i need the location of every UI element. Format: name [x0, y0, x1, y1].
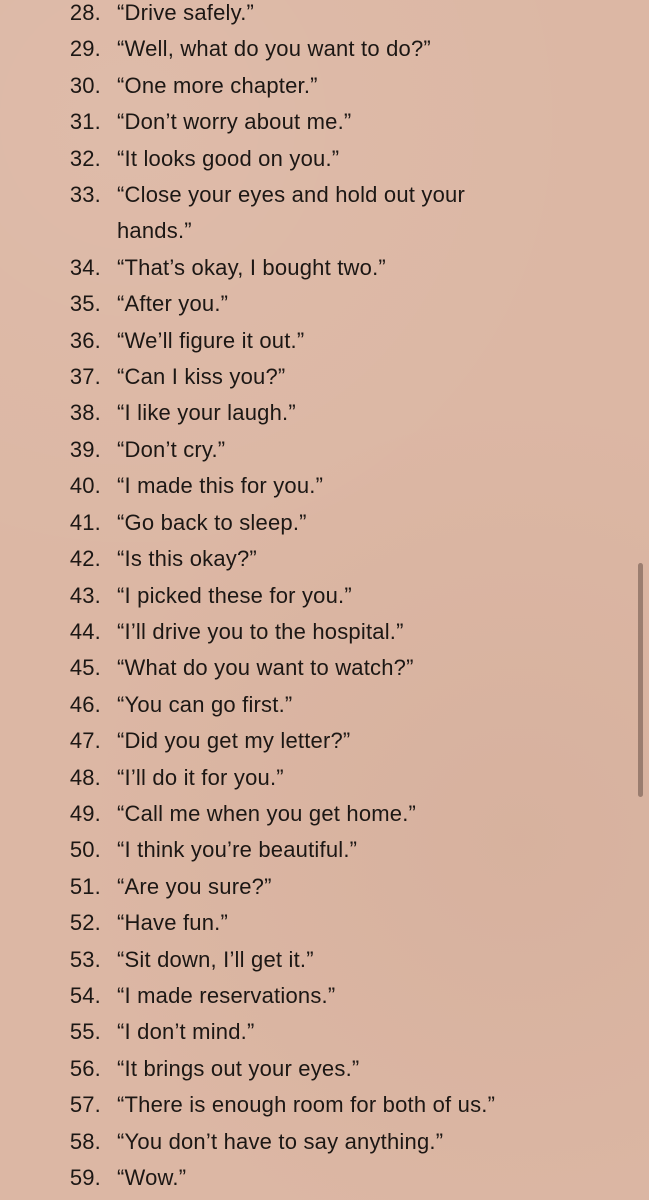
item-number: 46. — [69, 691, 101, 717]
item-text: “Did you get my letter?” — [117, 728, 351, 754]
list-item — [0, 650, 640, 686]
item-text: “I like your laugh.” — [117, 400, 296, 426]
list-item — [0, 832, 640, 868]
list-item — [0, 614, 640, 650]
item-text: “Well, what do you want to do?” — [117, 36, 431, 62]
item-number: 56. — [69, 1055, 101, 1081]
item-number: 29. — [69, 36, 101, 62]
list-item — [0, 942, 640, 978]
item-number: 43. — [69, 582, 101, 608]
item-number: 37. — [69, 364, 101, 390]
item-number: 39. — [69, 436, 101, 462]
item-text: “Drive safely.” — [117, 0, 255, 25]
list-item — [0, 0, 640, 31]
item-number: 49. — [69, 800, 101, 826]
list-item — [0, 286, 640, 322]
list-item — [0, 141, 640, 177]
list-item — [0, 1051, 640, 1087]
item-text: “I’ll drive you to the hospital.” — [117, 618, 404, 644]
item-number: 42. — [69, 546, 101, 572]
item-text: “I picked these for you.” — [117, 582, 352, 608]
list-item — [0, 432, 640, 468]
item-number: 45. — [69, 655, 101, 681]
item-number: 58. — [69, 1128, 101, 1154]
list-item — [0, 760, 640, 796]
item-number: 47. — [69, 728, 101, 754]
item-number: 59. — [69, 1165, 101, 1190]
item-text: “Close your eyes and hold out your hands.” — [117, 182, 465, 244]
item-text: “Sit down, I’ll get it.” — [117, 946, 314, 972]
item-number: 53. — [69, 946, 101, 972]
list-item — [0, 468, 640, 504]
list-item — [0, 31, 640, 67]
list-item — [0, 723, 640, 759]
list-item — [0, 978, 640, 1014]
item-number: 35. — [69, 291, 101, 317]
item-text: “I made this for you.” — [117, 473, 324, 499]
item-text: “I don’t mind.” — [117, 1019, 255, 1045]
item-text: “Can I kiss you?” — [117, 364, 286, 390]
item-text: “After you.” — [117, 291, 229, 317]
item-number: 40. — [69, 473, 101, 499]
list-item — [0, 578, 640, 614]
item-text: “I’ll do it for you.” — [117, 764, 284, 790]
item-number: 50. — [69, 837, 101, 863]
item-text: “It brings out your eyes.” — [117, 1055, 360, 1081]
item-text: “You can go first.” — [117, 691, 293, 717]
item-number: 32. — [69, 145, 101, 171]
item-text: “Don’t cry.” — [117, 436, 226, 462]
item-number: 54. — [69, 982, 101, 1008]
item-number: 36. — [69, 327, 101, 353]
item-number: 34. — [69, 254, 101, 280]
list-item — [0, 869, 640, 905]
item-text: “Is this okay?” — [117, 546, 257, 572]
item-text: “What do you want to watch?” — [117, 655, 414, 681]
item-number: 44. — [69, 618, 101, 644]
list-item — [0, 505, 640, 541]
item-text: “Go back to sleep.” — [117, 509, 307, 535]
vertical-scrollbar[interactable] — [638, 563, 643, 797]
item-text: “Don’t worry about me.” — [117, 109, 352, 135]
item-text: “Wow.” — [117, 1165, 187, 1190]
list-item — [0, 250, 640, 286]
list-item — [0, 177, 640, 250]
item-number: 48. — [69, 764, 101, 790]
list-item — [0, 359, 640, 395]
item-text: “Call me when you get home.” — [117, 800, 417, 826]
list-item — [0, 395, 640, 431]
list-item — [0, 1087, 640, 1123]
item-number: 55. — [69, 1019, 101, 1045]
item-number: 41. — [69, 509, 101, 535]
item-text: “I think you’re beautiful.” — [117, 837, 358, 863]
item-text: “I made reservations.” — [117, 982, 336, 1008]
item-text: “You don’t have to say anything.” — [117, 1128, 444, 1154]
item-number: 33. — [69, 182, 101, 208]
list-item — [0, 323, 640, 359]
list-item — [0, 1160, 640, 1196]
item-number: 51. — [69, 873, 101, 899]
list-item — [0, 541, 640, 577]
item-text: “That’s okay, I bought two.” — [117, 254, 386, 280]
item-text: “It looks good on you.” — [117, 145, 340, 171]
item-number: 57. — [69, 1092, 101, 1118]
item-number: 30. — [69, 72, 101, 98]
item-number: 31. — [69, 109, 101, 135]
list-item — [0, 905, 640, 941]
item-text: “Have fun.” — [117, 910, 229, 936]
item-text: “There is enough room for both of us.” — [117, 1092, 496, 1118]
list-item — [0, 104, 640, 140]
list-item — [0, 68, 640, 104]
list-item — [0, 687, 640, 723]
list-item — [0, 796, 640, 832]
item-number: 38. — [69, 400, 101, 426]
item-number: 52. — [69, 910, 101, 936]
item-text: “Are you sure?” — [117, 873, 272, 899]
item-text: “One more chapter.” — [117, 72, 318, 98]
item-text: “We’ll figure it out.” — [117, 327, 305, 353]
list-item — [0, 1124, 640, 1160]
item-number: 28. — [69, 0, 101, 25]
list-item — [0, 1014, 640, 1050]
